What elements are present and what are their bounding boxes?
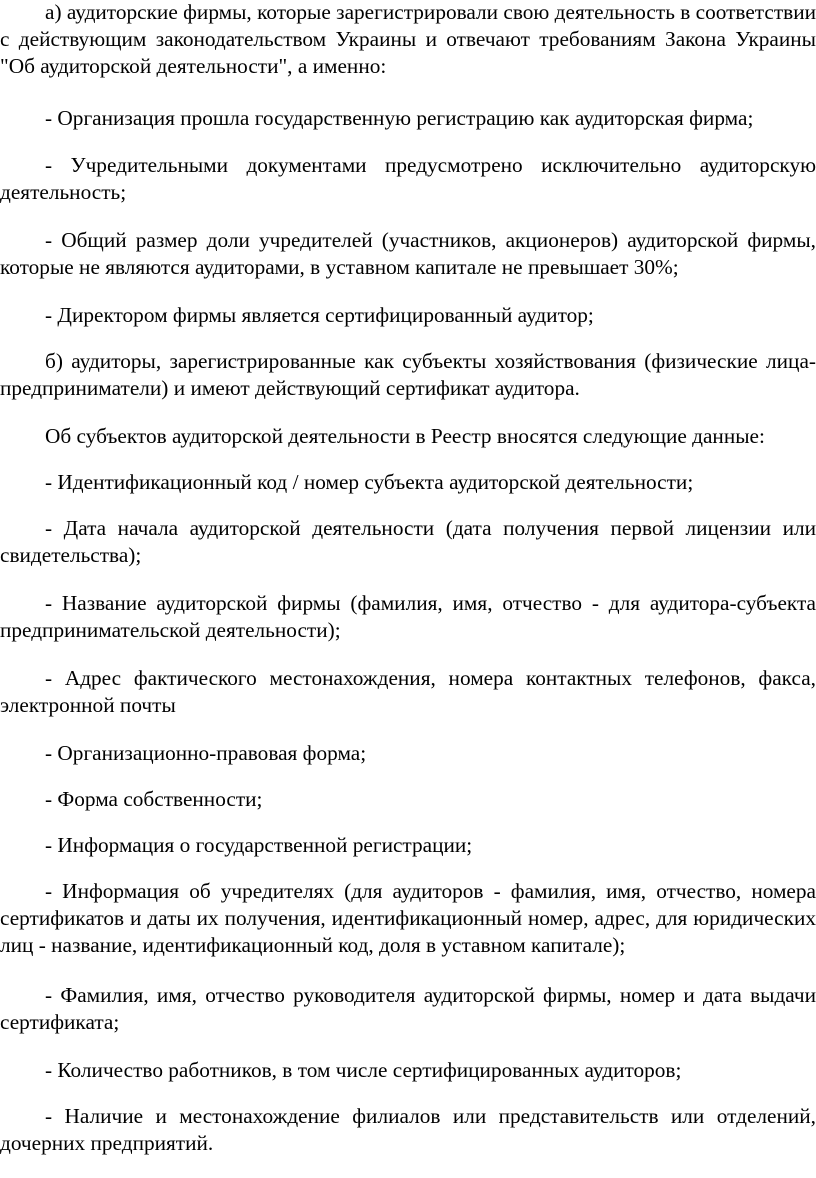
paragraph-start-date: - Дата начала аудиторской деятельности (дата получения первой лицензии или свидетельства); [0, 516, 816, 567]
paragraph-a-audit-firms: а) аудиторские фирмы, которые зарегистрировали свою деятельность в соответствии с действующим законодательством Украины и отвечают требованиям Закона Украины "Об аудиторской деятельности", а именно: [0, 0, 816, 78]
paragraph-legal-form: - Организационно-правовая форма; [45, 741, 367, 765]
paragraph-state-registration: - Организация прошла государственную регистрацию как аудиторская фирма; [45, 106, 754, 130]
paragraph-firm-name: - Название аудиторской фирмы (фамилия, имя, отчество - для аудитора-субъекта предпринимательской деятельности); [0, 591, 816, 642]
paragraph-ownership-form: - Форма собственности; [45, 787, 263, 811]
paragraph-address: - Адрес фактического местонахождения, номера контактных телефонов, факса, электронной почты [0, 666, 816, 717]
paragraph-head-name: - Фамилия, имя, отчество руководителя аудиторской фирмы, номер и дата выдачи сертификата; [0, 983, 816, 1034]
paragraph-founders-share: - Общий размер доли учредителей (участников, акционеров) аудиторской фирмы, которые не являются аудиторами, в уставном капитале не превышает 30%; [0, 228, 816, 279]
paragraph-registration-info: - Информация о государственной регистрации; [45, 833, 473, 857]
paragraph-founders-info: - Информация об учредителях (для аудиторов - фамилия, имя, отчество, номера сертификатов и даты их получения, идентификационный номер, адрес, для юридических лиц - название, идентификационный код, доля в уставном капитале); [0, 879, 816, 957]
paragraph-founding-documents: - Учредительными документами предусмотрено исключительно аудиторскую деятельность; [0, 153, 816, 204]
paragraph-branches: - Наличие и местонахождение филиалов или представительств или отделений, дочерних предприятий. [0, 1104, 816, 1155]
paragraph-registry-intro: Об субъектов аудиторской деятельности в Реестр вносятся следующие данные: [45, 424, 765, 448]
paragraph-employees-count: - Количество работников, в том числе сертифицированных аудиторов; [45, 1058, 682, 1082]
paragraph-director: - Директором фирмы является сертифицированный аудитор; [45, 303, 594, 327]
paragraph-b-auditors: б) аудиторы, зарегистрированные как субъекты хозяйствования (физические лица-предприниматели) и имеют действующий сертификат аудитора. [0, 349, 816, 400]
paragraph-identification-code: - Идентификационный код / номер субъекта аудиторской деятельности; [45, 470, 694, 494]
